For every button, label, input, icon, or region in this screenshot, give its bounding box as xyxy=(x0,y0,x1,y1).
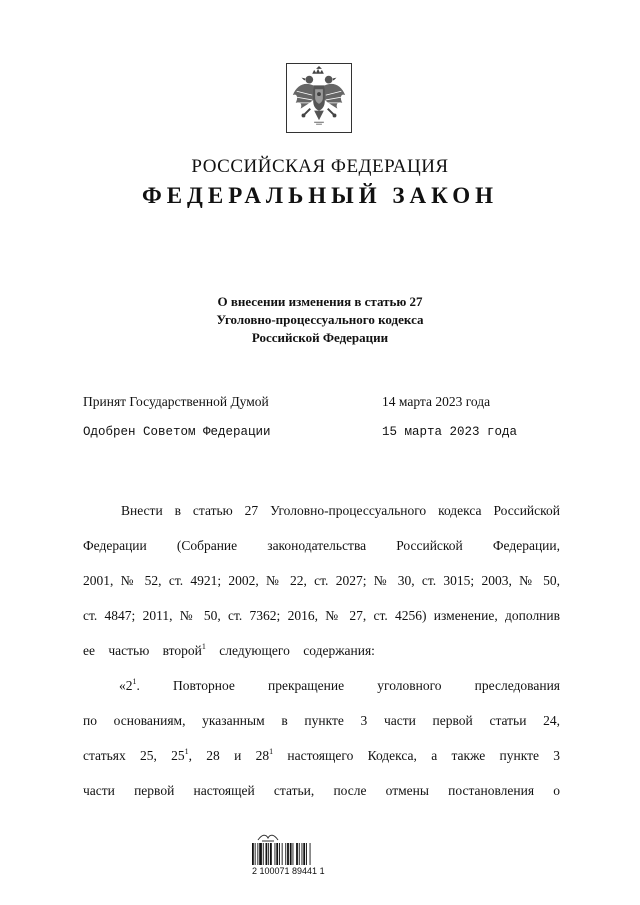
barcode-number: 2 100071 89441 1 xyxy=(252,866,325,876)
body-line: по основаниям, указанным в пункте 3 части первой статьи 24, xyxy=(83,713,560,728)
body-fragment: «2 xyxy=(119,678,133,693)
barcode-bar xyxy=(285,843,286,865)
council-approval-date: 15 марта 2023 года xyxy=(382,425,518,439)
barcode-logo-icon xyxy=(256,832,280,842)
subject-line-2: Уголовно-процессуального кодекса xyxy=(216,312,424,327)
barcode-bar xyxy=(257,843,258,865)
barcode-bar xyxy=(268,843,269,865)
barcode-bar xyxy=(255,843,256,865)
body-line xyxy=(83,641,560,676)
superscript: 1 xyxy=(269,747,274,756)
body-fragment: статьях 25, 25 xyxy=(83,748,185,763)
body-fragment: . Повторное прекращение уголовного преследования xyxy=(136,678,560,693)
subject-line-3: Российской Федерации xyxy=(251,330,389,345)
council-approval-row xyxy=(83,425,543,443)
barcode-icon xyxy=(252,843,334,865)
council-approval-label: Одобрен Советом Федерации xyxy=(83,425,271,439)
barcode-bar xyxy=(282,843,283,865)
superscript: 1 xyxy=(201,642,206,651)
body-line: Федерации (Собрание законодательства Российской Федерации, xyxy=(83,538,560,553)
duma-adoption-date: 14 марта 2023 года xyxy=(382,394,491,409)
barcode-bar xyxy=(275,843,276,865)
barcode-bar xyxy=(287,843,289,865)
country-heading: РОССИЙСКАЯ ФЕДЕРАЦИЯ xyxy=(191,156,449,177)
barcode-bar xyxy=(276,843,278,865)
barcode-bar xyxy=(290,843,292,865)
barcode-bar xyxy=(279,843,280,865)
body-line: Внести в статью 27 Уголовно-процессуального кодекса Российской xyxy=(121,503,560,518)
superscript: 1 xyxy=(184,747,189,756)
duma-adoption-label: Принят Государственной Думой xyxy=(83,394,269,409)
barcode-bar xyxy=(259,843,262,865)
barcode-bar xyxy=(306,843,307,865)
law-type-heading: ФЕДЕРАЛЬНЫЙ ЗАКОН xyxy=(141,183,499,208)
law-body-text xyxy=(83,501,560,816)
body-line xyxy=(83,676,560,711)
barcode-bar xyxy=(302,843,303,865)
barcode-bar xyxy=(303,843,305,865)
barcode-bar xyxy=(296,843,298,865)
document-barcode xyxy=(252,832,336,878)
barcode-bar xyxy=(293,843,294,865)
barcode-bar xyxy=(299,843,300,865)
body-fragment: настоящего Кодекса, а также пункте 3 xyxy=(273,748,560,763)
double-headed-eagle-icon xyxy=(287,64,351,132)
barcode-bar xyxy=(266,843,268,865)
subject-line-1: О внесении изменения в статью 27 xyxy=(217,294,423,309)
body-line xyxy=(83,746,560,781)
superscript: 1 xyxy=(132,677,137,686)
barcode-bar xyxy=(263,843,264,865)
barcode-bar xyxy=(310,843,311,865)
body-fragment: следующего содержания: xyxy=(205,643,375,658)
duma-adoption-row xyxy=(83,394,543,412)
body-line: ст. 4847; 2011, № 50, ст. 7362; 2016, № 27, ст. 4256) изменение, дополнив xyxy=(83,608,560,623)
body-line: части первой настоящей статьи, после отмены постановления о xyxy=(83,783,560,798)
barcode-bar xyxy=(252,843,254,865)
barcode-bar xyxy=(270,843,272,865)
body-line: 2001, № 52, ст. 4921; 2002, № 22, ст. 2027; № 30, ст. 3015; 2003, № 50, xyxy=(83,573,560,588)
coat-of-arms-icon xyxy=(286,63,352,133)
body-fragment: , 28 и 28 xyxy=(188,748,270,763)
law-subject-title xyxy=(120,293,520,347)
body-fragment: ее частью второй xyxy=(83,643,202,658)
